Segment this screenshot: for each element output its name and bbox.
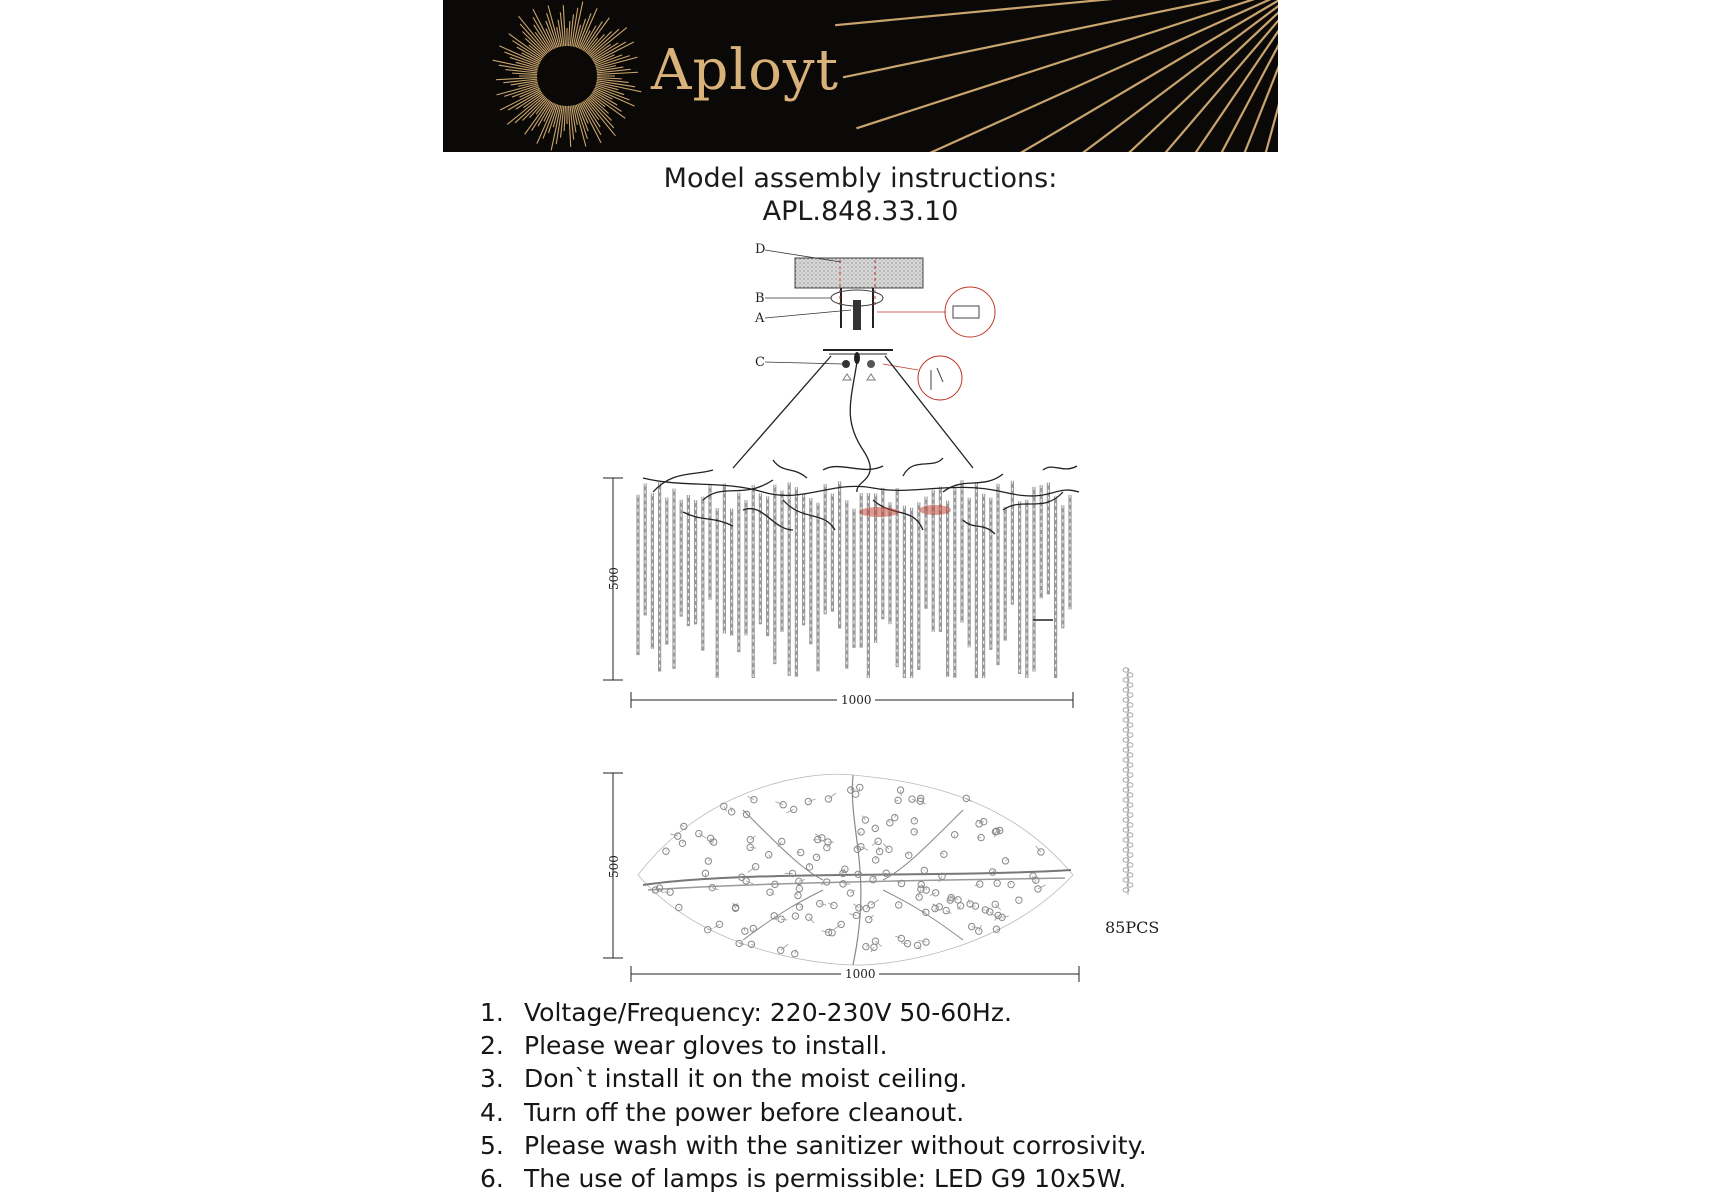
top-crystal-node (743, 811, 751, 817)
ceiling-mount (795, 258, 923, 380)
top-crystal-node (872, 838, 881, 845)
top-crystal-node (866, 915, 874, 923)
top-crystal-node (849, 912, 859, 918)
top-crystal-node (676, 904, 682, 910)
sunburst-decoration (443, 0, 1278, 152)
top-crystal-node (766, 852, 772, 858)
top-crystal-node (775, 802, 786, 808)
top-crystal-node (895, 935, 904, 941)
top-crystal-node (918, 881, 924, 887)
top-crystal-node (1036, 846, 1045, 855)
pendant-count-label: 85PCS (1105, 918, 1160, 937)
top-crystal-node (792, 913, 798, 919)
note-item: 5. Please wash with the sanitizer without corrosivity. (480, 1130, 1147, 1160)
top-crystal-node (992, 901, 1001, 910)
suspension-cables (733, 356, 973, 492)
top-crystal-node (796, 904, 803, 910)
top-crystal-node (664, 889, 673, 895)
brand-logo: Aployt (651, 38, 840, 103)
top-crystal-node (834, 921, 844, 929)
top-crystal-node (828, 902, 837, 908)
top-crystal-node (896, 902, 902, 908)
top-crystal-node (872, 857, 878, 863)
instruction-notes (480, 996, 1147, 1195)
top-crystal-node (792, 949, 798, 956)
top-crystal-node (872, 825, 878, 831)
top-crystal-node (883, 843, 892, 852)
top-crystal-node (916, 894, 922, 900)
top-crystal-node (705, 858, 711, 864)
note-item: 2. Please wear gloves to install. (480, 1031, 888, 1061)
top-crystal-node (702, 870, 708, 879)
top-crystal-node (704, 926, 712, 932)
top-crystal-node (930, 890, 939, 896)
top-crystal-node (847, 890, 855, 896)
note-item: 6. The use of lamps is permissible: LED G9 10x5W. (480, 1163, 1127, 1193)
top-crystal-node (957, 903, 963, 910)
top-crystal-node (911, 829, 917, 835)
top-crystal-node (767, 889, 775, 895)
side-view-crystals (638, 480, 1070, 678)
top-crystal-node (995, 912, 1002, 920)
top-crystal-node (911, 818, 917, 824)
top-crystal-node (868, 900, 879, 908)
top-crystal-node (663, 848, 669, 854)
top-crystal-node (813, 854, 819, 860)
part-label-b: B (755, 291, 765, 306)
assembly-drawing (443, 230, 1278, 990)
note-item: 3. Don`t install it on the moist ceiling. (480, 1064, 968, 1094)
top-crystal-node (778, 944, 788, 953)
top-crystal-node (858, 829, 864, 835)
part-label-c: C (755, 355, 765, 370)
top-crystal-node (750, 925, 756, 931)
top-crystal-node (918, 939, 929, 945)
top-crystal-node (1035, 885, 1046, 892)
top-crystal-node (778, 838, 785, 847)
top-crystal-node (993, 926, 999, 932)
top-crystal-node (871, 944, 877, 952)
top-width-label: 1000 (845, 967, 876, 981)
top-crystal-node (943, 907, 951, 913)
top-crystal-node (786, 806, 797, 813)
brand-banner (443, 0, 1278, 152)
top-crystal-node (747, 836, 755, 843)
part-label-a: A (755, 311, 765, 326)
top-crystal-node (897, 787, 903, 796)
top-crystal-node (728, 807, 734, 815)
top-crystal-node (914, 942, 921, 950)
top-crystal-node (806, 863, 812, 870)
top-crystal-node (857, 784, 863, 792)
top-crystal-node (848, 784, 854, 793)
top-crystal-node (941, 851, 947, 857)
model-number: APL.848.33.10 (762, 196, 959, 227)
top-crystal-node (747, 844, 756, 850)
top-crystal-node (797, 849, 804, 855)
top-crystal-node (747, 796, 757, 803)
top-crystal-node (805, 798, 815, 804)
top-crystal-node (1016, 897, 1022, 903)
page-title: Model assembly instructions: (663, 163, 1058, 194)
top-crystal-node (825, 839, 834, 845)
top-crystal-node (906, 852, 912, 859)
top-crystal-node (876, 847, 882, 855)
top-crystal-node (714, 921, 722, 928)
top-crystal-node (976, 925, 982, 934)
top-crystal-node (796, 885, 802, 891)
top-crystal-node (817, 900, 827, 906)
top-crystal-node (679, 840, 685, 846)
top-crystal-node (795, 892, 801, 898)
top-crystal-node (743, 878, 753, 884)
top-crystal-node (778, 916, 788, 922)
top-view-dimensions (603, 773, 1079, 982)
top-crystal-node (977, 834, 984, 840)
top-crystal-node (721, 803, 727, 811)
top-crystal-node (1008, 881, 1014, 887)
top-crystal-node (921, 867, 927, 873)
side-height-label: 500 (607, 567, 621, 590)
top-crystal-node (994, 880, 1000, 886)
top-crystal-node (968, 923, 979, 929)
note-item: 1. Voltage/Frequency: 220-230V 50-60Hz. (480, 998, 1012, 1027)
top-crystal-node (895, 797, 902, 803)
top-crystal-node (892, 814, 898, 821)
top-crystal-node (862, 816, 869, 824)
part-label-d: D (755, 242, 766, 257)
top-crystal-node (806, 914, 814, 923)
top-crystal-node (841, 866, 849, 875)
top-crystal-node (932, 905, 938, 911)
top-crystal-node (976, 818, 982, 827)
top-crystal-node (742, 928, 748, 934)
top-crystal-node (1002, 858, 1008, 864)
top-crystal-node (709, 884, 718, 890)
top-view (638, 774, 1073, 965)
top-height-label: 500 (607, 855, 621, 878)
top-crystal-node (863, 943, 869, 949)
top-crystal-node (829, 928, 835, 936)
side-width-label: 1000 (841, 693, 872, 707)
sun-center-icon (541, 50, 593, 102)
top-crystal-node (920, 909, 929, 915)
detail-callouts (877, 287, 995, 400)
top-crystal-node (887, 820, 893, 826)
top-crystal-node (825, 793, 836, 802)
note-item: 4. Turn off the power before cleanout. (480, 1097, 965, 1127)
top-crystal-node (951, 832, 957, 838)
crystal-pendant-strand (1123, 668, 1133, 895)
top-crystal-node (975, 881, 983, 887)
top-crystal-node (748, 864, 759, 873)
top-crystal-node (696, 830, 707, 838)
top-crystal-node (909, 796, 917, 802)
